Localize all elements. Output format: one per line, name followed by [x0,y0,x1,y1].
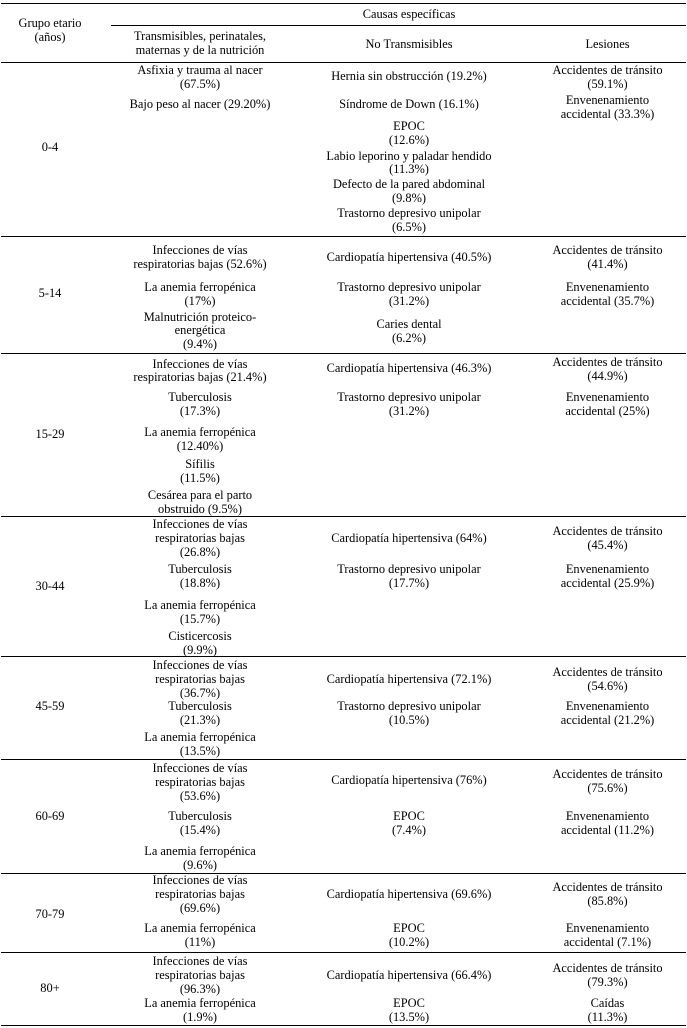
cause-cell-line: EPOC [393,996,425,1010]
cause-cell-line: Cardiopatía hipertensiva (46.3%) [326,361,492,375]
cause-cell-line: respiratorias bajas [155,887,245,901]
cause-cell-line: (53.6%) [179,789,221,803]
cause-cell-line: respiratorias bajas [155,531,245,545]
cause-cell-line: Accidentes de tránsito [552,665,663,679]
cause-cell-line: Caries dental [376,317,442,331]
cause-cell-line: Cardiopatía hipertensiva (40.5%) [326,250,492,264]
cause-cell-line: accidental (11.2%) [560,823,655,837]
cause-cell-line: Cardiopatía hipertensiva (64%) [331,531,487,545]
cause-cell-line: Cisticercosis [168,629,232,643]
cause-cell-line: Accidentes de tránsito [552,63,663,77]
header-mid-rule [111,25,686,26]
cause-cell-line: (26.8%) [179,545,221,559]
cause-cell-line: (36.7%) [179,686,221,700]
age-group-label: 15-29 [35,427,65,441]
cause-cell-line: Síndrome de Down (16.1%) [339,97,479,111]
cause-cell-line: Envenenamiento [565,921,650,935]
cause-cell-line: (59.1%) [587,77,628,91]
cause-cell-line: (12.40%) [176,439,224,453]
cause-cell-line: EPOC [393,119,425,133]
cause-cell-line: La anemia ferropénica [144,921,256,935]
cause-cell-line: Bajo peso al nacer (29.20%) [129,97,271,111]
cause-cell-line: accidental (33.3%) [560,107,655,121]
header-col1-line: Transmisibles, perinatales, [133,29,267,43]
cause-cell-line: La anemia ferropénica [144,425,256,439]
cause-cell-line: Tuberculosis [168,699,232,713]
cause-cell-line: (10.5%) [388,713,430,727]
row-rule [1,759,686,760]
age-group-label: 80+ [40,981,60,995]
cause-cell-line: (67.5%) [179,77,221,91]
cause-cell-line: Trastorno depresivo unipolar [337,699,481,713]
cause-cell-line: (69.6%) [179,901,221,915]
cause-cell-line: (6.5%) [391,220,427,234]
cause-cell-line: La anemia ferropénica [144,844,256,858]
cause-cell-line: (9.9%) [182,643,218,657]
cause-cell-line: (31.2%) [388,404,430,418]
cause-cell-line: Caídas [590,996,625,1010]
cause-cell-line: (11.3%) [587,1010,628,1024]
cause-cell-line: respiratorias bajas (21.4%) [133,370,267,384]
cause-cell-line: Infecciones de vías [152,517,248,531]
cause-cell-line: Infecciones de vías [152,658,248,672]
cause-cell-line: Cardiopatía hipertensiva (72.1%) [326,672,492,686]
cause-cell-line: (6.2%) [391,331,427,345]
row-rule [1,353,686,354]
cause-cell-line: (18.8%) [179,576,221,590]
cause-cell-line: EPOC [393,921,425,935]
cause-cell-line: La anemia ferropénica [144,280,256,294]
cause-cell-line: Malnutrición proteico- [143,310,257,324]
cause-cell-line: (13.5%) [388,1010,430,1024]
cause-cell-line: Tuberculosis [168,809,232,823]
cause-cell-line: respiratorias bajas (52.6%) [133,257,267,271]
header-col1-line: maternas y de la nutrición [135,43,265,57]
header-spanning-title: Causas específicas [362,7,456,21]
cause-cell-line: (31.2%) [388,294,430,308]
header-col2: No Transmisibles [365,37,453,51]
cause-cell-line: (85.8%) [587,894,628,908]
cause-cell-line: (13.5%) [179,744,221,758]
cause-cell-line: (9.6%) [182,858,218,872]
cause-cell-line: Envenenamiento [565,809,650,823]
cause-cell-line: Accidentes de tránsito [552,524,663,538]
cause-cell-line: (12.6%) [388,133,430,147]
cause-cell-line: accidental (7.1%) [563,935,652,949]
cause-cell-line: energética [174,323,226,337]
cause-cell-line: Sífilis [185,457,215,471]
cause-cell-line: (11.5%) [180,471,220,485]
cause-cell-line: Cardiopatía hipertensiva (69.6%) [326,887,492,901]
cause-cell-line: Hernia sin obstrucción (19.2%) [331,69,487,83]
cause-cell-line: Tuberculosis [168,562,232,576]
age-group-label: 5-14 [38,286,62,300]
cause-cell-line: La anemia ferropénica [144,598,256,612]
table-top-rule [1,3,686,4]
cause-cell-line: Accidentes de tránsito [552,767,663,781]
row-rule [1,236,686,237]
age-group-label: 0-4 [41,140,59,154]
cause-cell-line: Infecciones de vías [152,357,248,371]
cause-cell-line: accidental (21.2%) [560,713,655,727]
cause-cell-line: Accidentes de tránsito [552,355,663,369]
cause-cell-line: accidental (25.9%) [560,576,655,590]
cause-cell-line: (15.7%) [179,612,221,626]
cause-cell-line: (44.9%) [587,369,628,383]
cause-cell-line: respiratorias bajas [155,968,245,982]
cause-cell-line: Tuberculosis [168,390,232,404]
table-bottom-rule [1,1025,686,1026]
cause-cell-line: Cesárea para el parto [147,488,253,502]
cause-cell-line: Infecciones de vías [152,873,248,887]
cause-cell-line: (7.4%) [391,823,427,837]
cause-cell-line: (79.3%) [587,975,628,989]
cause-cell-line: (9.8%) [391,191,427,205]
cause-cell-line: La anemia ferropénica [144,996,256,1010]
age-group-label: 30-44 [35,579,65,593]
cause-cell-line: Accidentes de tránsito [552,880,663,894]
cause-cell-line: Cardiopatía hipertensiva (66.4%) [326,968,492,982]
cause-cell-line: Infecciones de vías [152,761,248,775]
header-group-line: (años) [34,30,66,44]
age-group-label: 70-79 [35,907,65,921]
cause-cell-line: (17%) [184,294,216,308]
cause-cell-line: (41.4%) [587,257,628,271]
cause-cell-line: Asfixia y trauma al nacer [137,63,263,77]
cause-cell-line: obstruido (9.5%) [158,502,242,516]
cause-cell-line: (10.2%) [388,935,430,949]
cause-cell-line: Cardiopatía hipertensiva (76%) [331,773,487,787]
header-group-line: Grupo etario [18,16,82,30]
row-rule [1,952,686,953]
cause-cell-line: Accidentes de tránsito [552,961,663,975]
cause-cell-line: (54.6%) [587,679,628,693]
cause-cell-line: accidental (35.7%) [560,294,655,308]
cause-cell-line: Trastorno depresivo unipolar [337,562,481,576]
cause-cell-line: (17.3%) [179,404,221,418]
cause-cell-line: accidental (25%) [565,404,650,418]
cause-cell-line: Envenenamiento [565,93,650,107]
cause-cell-line: Envenenamiento [565,390,650,404]
cause-cell-line: respiratorias bajas [155,775,245,789]
cause-cell-line: (96.3%) [179,982,221,996]
cause-cell-line: Defecto de la pared abdominal [332,177,486,191]
cause-cell-line: (15.4%) [179,823,221,837]
cause-cell-line: (9.4%) [182,337,218,351]
cause-cell-line: (45.4%) [587,538,628,552]
cause-cell-line: Accidentes de tránsito [552,243,663,257]
cause-cell-line: (1.9%) [182,1010,218,1024]
cause-cell-line: Trastorno depresivo unipolar [337,390,481,404]
cause-cell-line: (11%) [184,935,216,949]
cause-cell-line: (11.3%) [389,162,429,176]
cause-cell-line: Trastorno depresivo unipolar [337,280,481,294]
cause-cell-line: La anemia ferropénica [144,730,256,744]
cause-cell-line: Envenenamiento [565,699,650,713]
cause-cell-line: (17.7%) [388,576,430,590]
cause-cell-line: Infecciones de vías [152,243,248,257]
cause-cell-line: (75.6%) [587,781,628,795]
cause-cell-line: Labio leporino y paladar hendido [326,149,492,163]
cause-cell-line: Trastorno depresivo unipolar [337,206,481,220]
cause-cell-line: Envenenamiento [565,562,650,576]
cause-cell-line: Envenenamiento [565,280,650,294]
age-group-label: 60-69 [35,809,65,823]
cause-cell-line: EPOC [393,809,425,823]
age-group-label: 45-59 [35,699,65,713]
cause-cell-line: respiratorias bajas [155,672,245,686]
cause-cell-line: Infecciones de vías [152,954,248,968]
cause-cell-line: (21.3%) [179,713,221,727]
header-col3: Lesiones [585,37,630,51]
